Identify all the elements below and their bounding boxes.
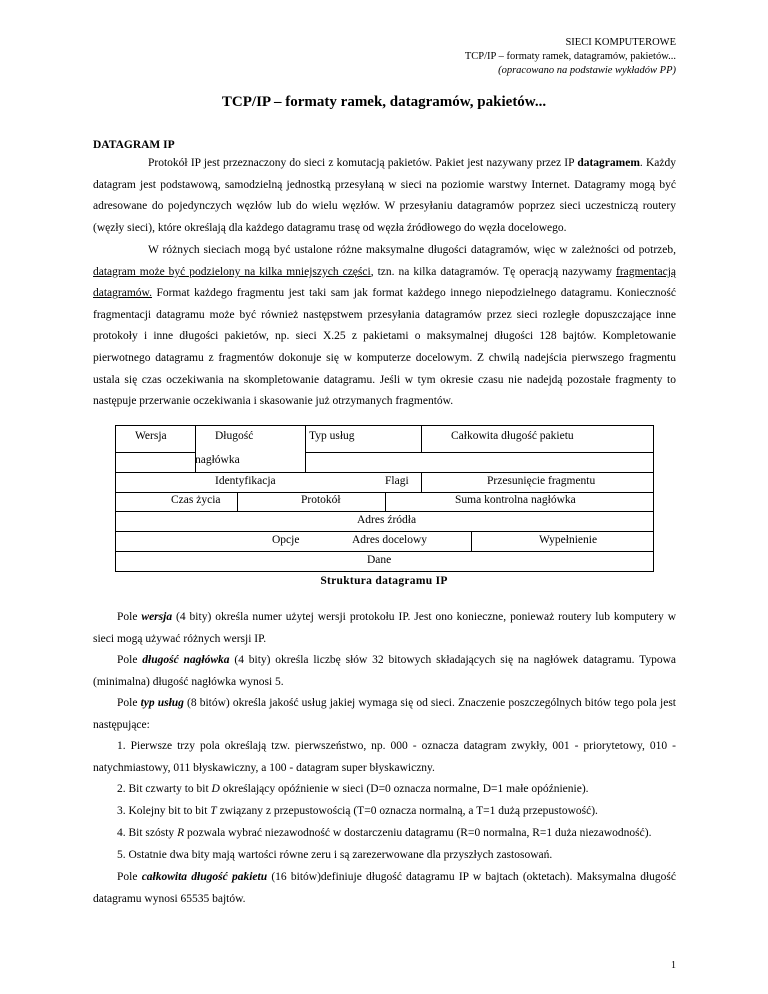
header-line-3: (opracowano na podstawie wykładów PP) (498, 65, 676, 76)
field-fragment-offset: Przesunięcie fragmentu (487, 475, 596, 487)
section-heading: DATAGRAM IP (93, 139, 175, 151)
field-destination-address: Adres docelowy (352, 534, 428, 546)
p1-keyword: datagramem (577, 157, 640, 169)
p3-text-b: (4 bity) określa numer użytej wersji protokołu IP. Jest ono konieczne, ponieważ routery lub komputery w sieci mogą używać różnych wersji IP. (93, 611, 677, 645)
field-data: Dane (367, 554, 392, 566)
field-flags: Flagi (385, 475, 409, 487)
figure-caption: Struktura datagramu IP (320, 575, 448, 587)
field-identification: Identyfikacja (215, 475, 276, 487)
li3-text-b: związany z przepustowością (T=0 oznacza normalną, a T=1 dużą przepustowość). (216, 805, 598, 817)
ip-datagram-structure (115, 425, 653, 571)
li4-text-a: 4. Bit szósty (117, 827, 178, 839)
li3-text-a: 3. Kolejny bit to bit (117, 805, 211, 817)
paragraph-type-of-service (93, 693, 676, 736)
li2-text-b: określający opóźnienie w sieci (D=0 oznacza normalne, D=1 małe opóźnienie). (219, 783, 589, 795)
field-version: Wersja (135, 430, 167, 442)
p2-underline-1: datagram może być podzielony na kilka mniejszych części (93, 265, 371, 278)
paragraph-total-length (93, 867, 676, 910)
li2-text-a: 2. Bit czwarty to bit (117, 783, 212, 795)
list-item-2 (93, 779, 676, 801)
li3-var: T (210, 805, 217, 817)
header-line-2: TCP/IP – formaty ramek, datagramów, pakietów... (464, 51, 676, 62)
li4-var: R (177, 827, 185, 839)
field-protocol: Protokół (301, 494, 341, 506)
p5-keyword: typ usług (140, 697, 184, 709)
field-total-length: Całkowita długość pakietu (451, 430, 574, 442)
p4-text-b: (4 bity) określa liczbę słów 32 bitowych składających się na nagłówek datagramu. Typowa (minimalna) długość nagłówka wynosi 5. (93, 654, 677, 688)
li2-var: D (211, 783, 220, 795)
paragraph-version (93, 607, 676, 650)
list-item-3 (93, 801, 676, 823)
field-type-of-service: Typ usług (309, 430, 355, 442)
p4-keyword: długość nagłówka (142, 654, 230, 666)
p6-text-a: Pole (117, 871, 142, 883)
paragraph-header-length (93, 650, 676, 693)
p2-text-b: , tzn. na kilka datagramów. Tę operacją nazywamy (370, 265, 616, 278)
li4-text-b: pozwala wybrać niezawodność w dostarczeniu datagramu (R=0 normalna, R=1 duża niezawodność). (184, 827, 652, 839)
p1-text-c: . Każdy datagram jest podstawową, samodzielną jednostką przesyłaną w sieci na poziomie warstwy Internet. Datagramy mogą być adresowane do pojedynczych węzłów lub do wielu węzłów. W przesyłaniu datagramów poprzez sieci uczestniczą routery (węzły sieci), które określają dla każdego datagramu trasę od węzła źródłowego do węzła docelowego. (93, 157, 676, 234)
p2-text-c: Format każdego fragmentu jest taki sam jak format każdego innego niepodzielnego datagramu. Konieczność fragmentacji datagramu może być również następstwem przesyłania datagramów przez sieci rozległe dopuszczające inne protokoły i inne długości pakietów, np. sieci X.25 z pakietami o maksymalnej długości 128 bajtów. Kompletowanie pierwotnego datagramu z fragmentów dokonuje się w komputerze docelowym. Z chwilą nadejścia pierwszego fragmentu ustala się czas oczekiwania na skompletowanie datagramu. Jeśli w tym okresie czasu nie nadejdą pozostałe fragmenty to następuje przerwanie oczekiwania i skasowanie już otrzymanych fragmentów. (93, 287, 676, 408)
page-number: 1 (671, 960, 676, 971)
p5-text-b: (8 bitów) określa jakość usług jakiej wymaga się od sieci. Znaczenie poszczególnych bitów tego pola jest następujące: (93, 697, 676, 731)
paragraph-1 (93, 153, 676, 239)
p4-text-a: Pole (117, 654, 143, 666)
p3-text-a: Pole (117, 611, 142, 623)
document-title: TCP/IP – formaty ramek, datagramów, pakietów... (221, 94, 547, 110)
p6-keyword: całkowita długość pakietu (141, 871, 268, 883)
paragraph-2 (93, 240, 676, 413)
p2-text-a: W różnych sieciach mogą być ustalone różne maksymalne długości datagramów, więc w zależności od potrzeb, (148, 244, 676, 256)
field-ttl: Czas życia (171, 494, 221, 506)
field-header-length-2: nagłówka (195, 454, 240, 466)
running-header (465, 36, 676, 78)
p6-text-b: (16 bitów)definiuje długość datagramu IP w bajtach (oktetach). Maksymalna długość datagramu wynosi 65535 bajtów. (93, 871, 676, 905)
field-header-length-1: Długość (215, 430, 254, 442)
header-line-1: SIECI KOMPUTEROWE (565, 37, 676, 48)
list-item-4 (93, 823, 676, 845)
field-options: Opcje (272, 534, 300, 546)
field-source-address: Adres źródła (357, 514, 417, 526)
p5-text-a: Pole (117, 697, 141, 709)
field-padding: Wypełnienie (539, 534, 598, 546)
p2-underline-2: fragmentacją datagramów. (93, 265, 676, 300)
p3-keyword: wersja (141, 611, 173, 623)
list-item-1: 1. Pierwsze trzy pola określają tzw. pierwszeństwo, np. 000 - oznacza datagram zwykły, 001 - priorytetowy, 010 - natychmiastowy, 011 błyskawiczny, a 100 - datagram super błyskawiczny. (93, 740, 676, 774)
list-item-5: 5. Ostatnie dwa bity mają wartości równe zeru i są zarezerwowane dla przyszłych zastosowań. (117, 849, 553, 861)
field-checksum: Suma kontrolna nagłówka (455, 494, 576, 506)
p1-text-a: Protokół IP jest przeznaczony do sieci z komutacją pakietów. Pakiet jest nazywany przez IP (148, 157, 578, 169)
